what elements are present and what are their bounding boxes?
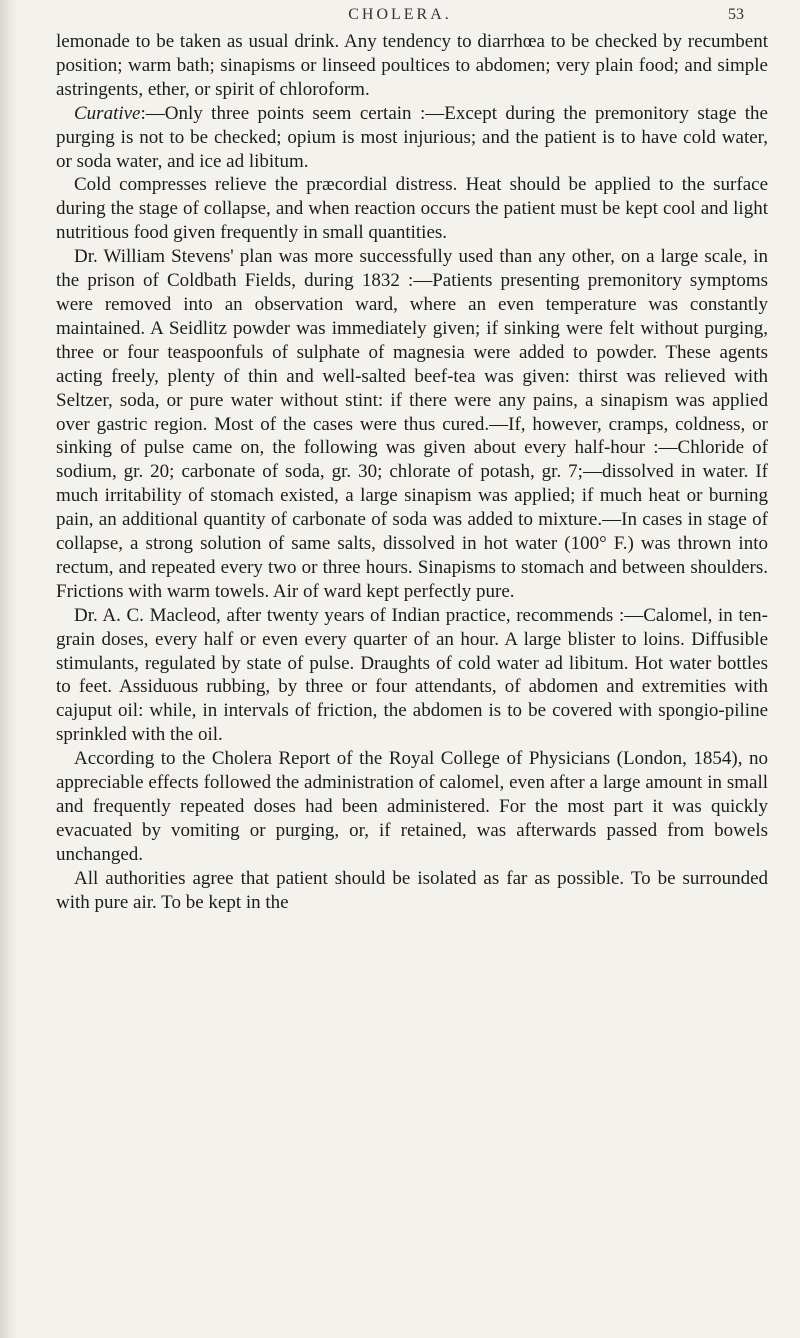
- paragraph-text: Dr. William Stevens' plan was more successfully used than any other, on a large scale, in the prison of Coldbath Fields, during 1832 :—Patients presenting premonitory symptoms were removed into an observation ward, where an even temperature was constantly maintained. A Seidlitz powder was immediately given; if sinking were felt without purging, three or four teaspoonfuls of sulphate of magnesia were added to powder. These agents acting freely, plenty of thin and well-salted beef-tea was given: thirst was relieved with Seltzer, soda, or pure water without stint: if there were any pains, a sinapism was applied over gastric region. Most of the cases were thus cured.—If, however, cramps, coldness, or sinking of pulse came on, the following was given about every half-hour :—Chloride of sodium, gr. 20; carbonate of soda, gr. 30; chlorate of potash, gr. 7;—dissolved in water. If much irritability of stomach existed, a large sinapism was applied; if much heat or burning pain, an additional quantity of carbonate of soda was added to mixture.—In cases in stage of collapse, a strong solution of same salts, dissolved in hot water (100° F.) was thrown into rectum, and repeated every two or three hours. Sinapisms to stomach and between shoulders. Frictions with warm towels. Air of ward kept perfectly pure.: [56, 246, 768, 602]
- running-head: CHOLERA.: [348, 6, 452, 23]
- paragraph-text: lemonade to be taken as usual drink. Any tendency to diarrhœa to be checked by recumbent position; warm bath; sinapisms or linseed poultices to abdomen; very plain food; and simple astringents, ether, or spirit of chloroform.: [56, 31, 768, 100]
- paragraph-stevens-plan: [56, 245, 768, 604]
- paragraph-text: According to the Cholera Report of the Royal College of Physicians (London, 1854), no appreciable effects followed the administration of calomel, even after a large amount in small and frequently repeated doses had been administered. For the most part it was quickly evacuated by vomiting or purging, or, if retained, was afterwards passed from bowels unchanged.: [56, 748, 768, 865]
- paragraph-isolation: [56, 867, 768, 915]
- body-text: [56, 30, 768, 915]
- page-header: [0, 4, 800, 30]
- paragraph-macleod: [56, 604, 768, 747]
- curative-heading: Curative: [74, 102, 141, 124]
- paragraph-cholera-report: [56, 747, 768, 867]
- paragraph-text: Dr. A. C. Macleod, after twenty years of Indian practice, recommends :—Calomel, in ten-grain doses, every half or even every quarter of an hour. A large blister to loins. Diffusible stimulants, regulated by state of pulse. Draughts of cold water ad libitum. Hot water bottles to feet. Assiduous rubbing, by three or four attendants, of abdomen and extremities with cajuput oil: while, in intervals of friction, the abdomen is to be covered with spongio-piline sprinkled with the oil.: [56, 604, 768, 746]
- binding-shadow: [0, 0, 18, 1338]
- paragraph-cold-compresses: [56, 173, 768, 245]
- paragraph-diarrhoea-treatment: [56, 30, 768, 102]
- page-number: 53: [728, 6, 744, 23]
- paragraph-text: All authorities agree that patient should be isolated as far as possible. To be surrounded with pure air. To be kept in the: [56, 867, 768, 913]
- paragraph-text: :—Only three points seem certain :—Except during the premonitory stage the purging is not to be checked; opium is most injurious; and the patient is to have cold water, or soda water, and ice ad libitum.: [56, 102, 768, 172]
- paragraph-curative: [56, 102, 768, 174]
- paragraph-text: Cold compresses relieve the præcordial distress. Heat should be applied to the surface during the stage of collapse, and when reaction occurs the patient must be kept cool and light nutritious food given frequently in small quantities.: [56, 174, 768, 244]
